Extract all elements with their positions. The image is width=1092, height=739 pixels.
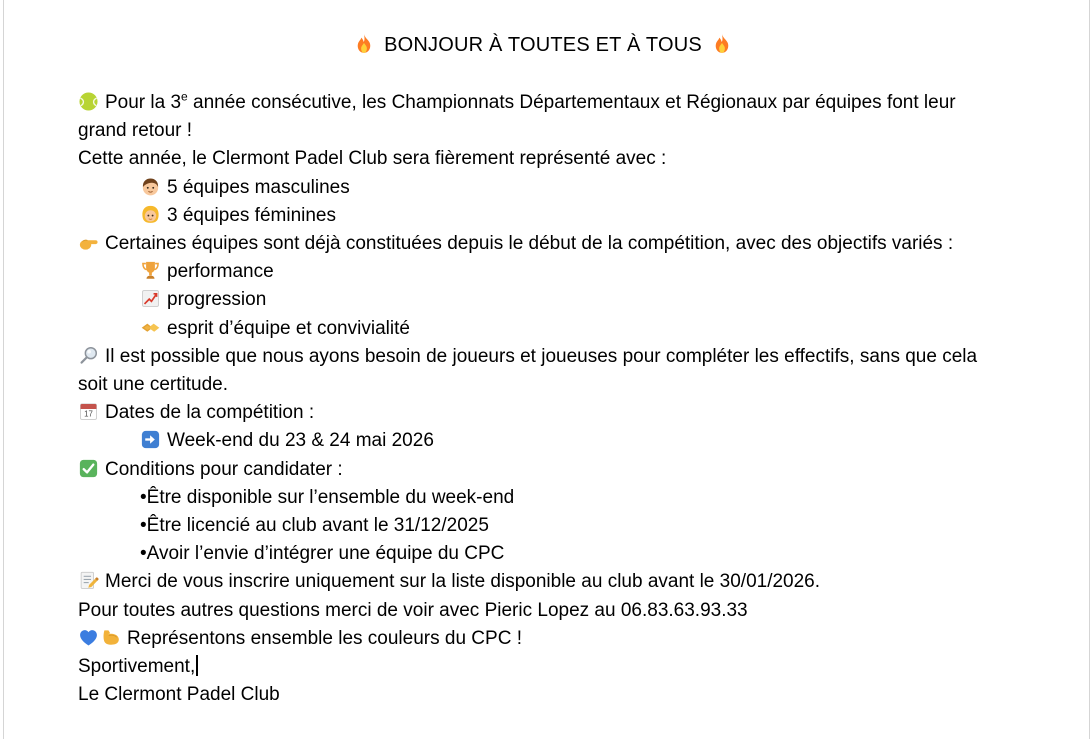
- tennis-ball-icon: [78, 91, 99, 112]
- page-edge-right: [1089, 0, 1090, 739]
- bullet-marker: •: [140, 486, 147, 508]
- line-text: Week-end du 23 & 24 mai 2026: [167, 430, 434, 452]
- line-text: Conditions pour candidater :: [105, 458, 343, 480]
- document-line[interactable]: [78, 258, 1008, 286]
- document-line[interactable]: [78, 456, 1008, 484]
- document-line[interactable]: [78, 230, 1008, 258]
- superscript-text: e: [181, 89, 188, 104]
- line-text: Sportivement,: [78, 656, 196, 678]
- line-text: Le Clermont Padel Club: [78, 684, 280, 706]
- calendar-day-number: 17: [84, 409, 93, 419]
- chart-increasing-icon: [140, 288, 161, 309]
- document-line[interactable]: [78, 597, 1008, 625]
- woman-icon: [140, 204, 161, 225]
- magnifying-glass-icon: [78, 345, 99, 366]
- line-text: Pour toutes autres questions merci de voir avec Pieric Lopez au 06.83.63.93.33: [78, 599, 748, 621]
- document-line[interactable]: [78, 89, 1008, 145]
- document-line[interactable]: [78, 399, 1008, 427]
- man-icon: [140, 176, 161, 197]
- document-line[interactable]: [78, 512, 1008, 540]
- line-text: Merci de vous inscrire uniquement sur la liste disponible au club avant le 30/01/2026.: [105, 571, 821, 593]
- flexed-biceps-icon: [100, 627, 121, 648]
- document-body[interactable]: [78, 89, 1008, 709]
- line-text: performance: [167, 261, 274, 283]
- document-line[interactable]: [78, 145, 1008, 173]
- page-edge-left: [3, 0, 4, 739]
- line-text: 3 équipes féminines: [167, 204, 336, 226]
- line-text: esprit d’équipe et convivialité: [167, 317, 410, 339]
- document-line[interactable]: [78, 427, 1008, 455]
- line-text: Être licencié au club avant le 31/12/2025: [146, 515, 489, 537]
- bullet-marker: •: [140, 543, 147, 565]
- check-mark-icon: [78, 458, 99, 479]
- document-line[interactable]: [78, 484, 1008, 512]
- line-text: Être disponible sur l’ensemble du week-end: [146, 486, 515, 508]
- document-line[interactable]: [78, 653, 1008, 681]
- document-line[interactable]: [78, 202, 1008, 230]
- document-line[interactable]: [78, 625, 1008, 653]
- text-caret: [196, 655, 198, 676]
- document-title: [0, 33, 1092, 57]
- bullet-marker: •: [140, 515, 147, 537]
- document-line[interactable]: [78, 540, 1008, 568]
- document-line[interactable]: [78, 568, 1008, 596]
- arrow-right-icon: [140, 429, 161, 450]
- line-text: Dates de la compétition :: [105, 402, 315, 424]
- document-title-text: BONJOUR À TOUTES ET À TOUS: [384, 34, 702, 56]
- fire-icon: [711, 33, 733, 55]
- document-line[interactable]: [78, 286, 1008, 314]
- fire-icon: [353, 33, 375, 55]
- line-text: 5 équipes masculines: [167, 176, 350, 198]
- line-text: progression: [167, 289, 267, 311]
- document-line[interactable]: [78, 343, 1008, 399]
- line-text: Pour la 3: [105, 92, 182, 113]
- document-line[interactable]: [78, 681, 1008, 709]
- document-line[interactable]: [78, 315, 1008, 343]
- blue-heart-icon: [78, 627, 99, 648]
- line-text: Certaines équipes sont déjà constituées depuis le début de la compétition, avec des objectifs variés :: [105, 233, 954, 255]
- pointing-right-icon: [78, 232, 99, 253]
- line-text: Avoir l’envie d’intégrer une équipe du CPC: [146, 543, 505, 565]
- line-text: Cette année, le Clermont Padel Club sera fièrement représenté avec :: [78, 148, 667, 170]
- trophy-icon: [140, 260, 161, 281]
- memo-icon: [78, 570, 99, 591]
- line-text: Il est possible que nous ayons besoin de joueurs et joueuses pour compléter les effectifs, sans que cela soit une certitude.: [78, 345, 978, 396]
- calendar-icon: [78, 401, 99, 422]
- handshake-icon: [140, 317, 161, 338]
- line-text: Représentons ensemble les couleurs du CPC !: [127, 627, 522, 649]
- document-line[interactable]: [78, 174, 1008, 202]
- line-text: année consécutive, les Championnats Départementaux et Régionaux par équipes font leur grand retour !: [78, 92, 956, 142]
